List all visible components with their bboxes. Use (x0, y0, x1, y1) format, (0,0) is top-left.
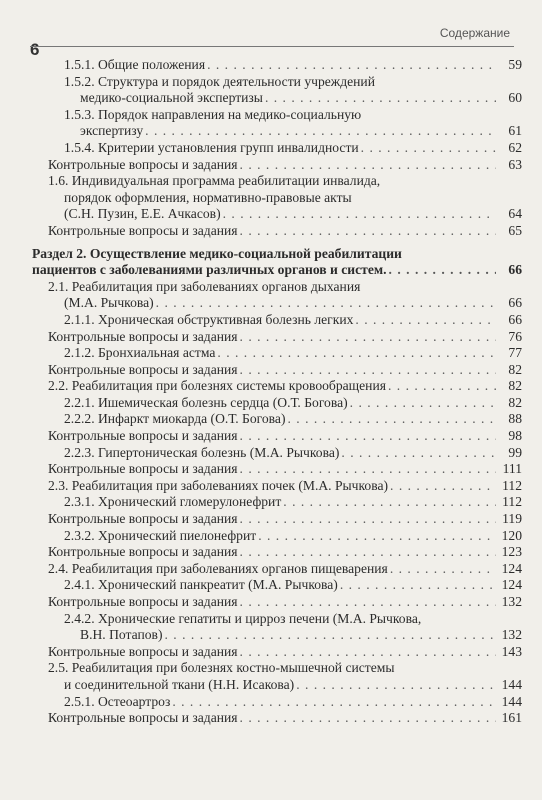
toc-entry[interactable] (48, 561, 522, 578)
toc-entry[interactable] (48, 157, 522, 174)
toc-entry-title: 2.4. Реабилитация при заболеваниях органов пищеварения (48, 560, 388, 576)
toc-entry-line (64, 57, 498, 74)
toc-entry-title: 1.5.2. Структура и порядок деятельности учреждений (64, 73, 375, 89)
toc-entry-line (64, 123, 498, 140)
toc-entry[interactable] (64, 411, 522, 428)
toc-page-number: 161 (501, 710, 522, 726)
toc-entry-title: и соединительной ткани (Н.Н. Исакова) (64, 676, 295, 692)
toc-entry[interactable] (64, 528, 522, 545)
dot-leader (217, 345, 496, 362)
dot-leader (296, 677, 496, 694)
toc-entry[interactable] (64, 74, 522, 107)
toc-page-number: 99 (508, 444, 522, 460)
toc-entry-title: 2.2. Реабилитация при болезнях системы кровообращения (48, 378, 386, 394)
toc-page-number: 66 (508, 311, 522, 327)
toc-page-number: 65 (508, 222, 522, 238)
dot-leader (240, 223, 496, 240)
toc-page-number: 98 (508, 428, 522, 444)
dot-leader (240, 329, 496, 346)
toc-entry-title: Контрольные вопросы и задания (48, 156, 238, 172)
toc-entry-line (48, 223, 498, 240)
toc-page-number: 82 (508, 361, 522, 377)
toc-entry-line (48, 378, 498, 395)
dot-leader (390, 478, 496, 495)
toc-page-number: 77 (508, 345, 522, 361)
toc-entry-title: 2.2.2. Инфаркт миокарда (О.Т. Богова) (64, 411, 286, 427)
toc-entry-title: Контрольные вопросы и задания (48, 511, 238, 527)
toc-entry-title: 2.2.3. Гипертоническая болезнь (М.А. Рычкова) (64, 444, 340, 460)
toc-entry-line (48, 710, 498, 727)
toc-page-number: 82 (508, 394, 522, 410)
dot-leader (258, 528, 496, 545)
toc-entry[interactable] (48, 362, 522, 379)
toc-page-number: 124 (501, 560, 522, 576)
toc-page-number: 132 (501, 594, 522, 609)
dot-leader (240, 594, 496, 611)
toc-entry[interactable] (64, 57, 522, 74)
toc-page-number: 132 (501, 627, 522, 643)
toc-page-number: 88 (508, 411, 522, 427)
toc-entry[interactable] (64, 445, 522, 462)
toc-entry[interactable] (48, 660, 522, 693)
header-rule (30, 46, 514, 47)
toc-entry-title: 2.3.1. Хронический гломерулонефрит (64, 494, 282, 510)
dot-leader (389, 262, 496, 279)
dot-leader (240, 511, 496, 528)
toc-entry-line (48, 157, 498, 174)
toc-page-number: 143 (501, 643, 522, 659)
toc-entry-line (48, 428, 498, 445)
toc-entry-line (48, 561, 498, 578)
toc-entry[interactable] (48, 329, 522, 346)
toc-entry-title: порядок оформления, нормативно-правовые акты (64, 189, 352, 205)
toc-page-number: 120 (501, 527, 522, 543)
toc-entry-title: В.Н. Потапов) (80, 627, 163, 643)
dot-leader (240, 644, 496, 661)
toc-entry-title: 1.6. Индивидуальная программа реабилитации инвалида, (48, 173, 381, 189)
toc-entry-line (48, 511, 498, 528)
dot-leader (172, 694, 496, 711)
toc-entry[interactable] (32, 246, 522, 279)
toc-entry-line (64, 577, 498, 594)
toc-page-number: 61 (508, 123, 522, 139)
toc-entry-title: экспертизу (80, 123, 144, 139)
dot-leader (287, 411, 496, 428)
toc-page-number: 124 (501, 577, 522, 593)
toc-entry-line (64, 611, 498, 628)
toc-page-number: 66 (508, 262, 522, 278)
toc-entry-title: 2.1.2. Бронхиальная астма (64, 345, 216, 361)
dot-leader (240, 428, 496, 445)
toc-entry-line (64, 312, 498, 329)
toc-entry-line (48, 279, 498, 296)
dot-leader (361, 140, 496, 157)
toc-page-number: 63 (508, 156, 522, 172)
dot-leader (340, 577, 496, 594)
toc-page-number: 66 (508, 295, 522, 311)
toc-entry-line (64, 411, 498, 428)
dot-leader (145, 123, 496, 140)
toc-entry-title: пациентов с заболеваниями различных органов и систем. (32, 262, 387, 278)
toc-entry-line (64, 90, 498, 107)
toc-entry[interactable] (48, 511, 522, 528)
dot-leader (240, 362, 496, 379)
toc-entry-line (64, 694, 498, 711)
toc-entry-line (64, 345, 498, 362)
toc-page-number: 82 (508, 378, 522, 394)
toc-entry[interactable] (48, 173, 522, 223)
toc-entry-title: 2.4.2. Хронические гепатиты и цирроз печени (М.А. Рычкова, (64, 610, 422, 626)
toc-entry-line (48, 173, 498, 190)
dot-leader (156, 295, 496, 312)
toc-entry-line (64, 140, 498, 157)
toc-entry-line (64, 627, 498, 644)
toc-entry-line (32, 246, 498, 263)
dot-leader (240, 461, 496, 478)
toc-entry-title: Контрольные вопросы и задания (48, 428, 238, 444)
dot-leader (355, 312, 496, 329)
toc-page-number: 76 (508, 328, 522, 344)
dot-leader (240, 710, 496, 727)
toc-entry-title: (С.Н. Пузин, Е.Е. Ачкасов) (64, 206, 221, 222)
running-title: Содержание (439, 26, 510, 40)
toc-entry[interactable] (64, 140, 522, 157)
toc-entry[interactable] (64, 611, 522, 644)
toc-entry[interactable] (48, 544, 522, 561)
toc-entry[interactable] (48, 428, 522, 445)
toc-entry[interactable] (48, 223, 522, 240)
dot-leader (388, 378, 496, 395)
toc-entry-title: медико-социальной экспертизы (80, 90, 263, 106)
table-of-contents (0, 57, 542, 727)
toc-page-number: 111 (502, 461, 522, 477)
toc-entry-title: (М.А. Рычкова) (64, 295, 154, 311)
page-number: 6 (30, 40, 40, 59)
toc-entry-line (48, 660, 498, 677)
toc-page-number: 112 (502, 477, 522, 493)
toc-entry[interactable] (48, 710, 522, 727)
toc-entry-title: 2.3. Реабилитация при заболеваниях почек (М.А. Рычкова) (48, 477, 389, 493)
toc-entry-title: Контрольные вопросы и задания (48, 222, 238, 238)
toc-entry-title: Контрольные вопросы и задания (48, 643, 238, 659)
toc-entry-line (64, 528, 498, 545)
toc-entry-title: Контрольные вопросы и задания (48, 461, 238, 477)
toc-entry-line (48, 362, 498, 379)
toc-entry-title: Раздел 2. Осуществление медико-социальной реабилитации (32, 245, 402, 261)
toc-page-number: 119 (502, 511, 522, 527)
dot-leader (207, 57, 496, 74)
toc-entry-line (32, 262, 498, 279)
toc-entry-line (48, 329, 498, 346)
toc-entry-title: 2.4.1. Хронический панкреатит (М.А. Рычкова) (64, 577, 338, 593)
toc-entry-line (48, 677, 498, 694)
dot-leader (240, 544, 496, 561)
toc-entry[interactable] (48, 478, 522, 495)
toc-entry-line (64, 74, 498, 91)
page-header (0, 0, 542, 59)
dot-leader (265, 90, 496, 107)
toc-page-number: 144 (501, 693, 522, 709)
dot-leader (240, 157, 496, 174)
toc-entry-line (64, 107, 498, 124)
toc-page-number: 59 (508, 57, 522, 72)
toc-page-number: 60 (508, 90, 522, 106)
dot-leader (223, 206, 496, 223)
toc-entry-line (48, 594, 498, 611)
toc-entry-line (48, 190, 498, 207)
toc-entry-title: 1.5.1. Общие положения (64, 57, 206, 72)
dot-leader (341, 445, 496, 462)
toc-page-number: 64 (508, 206, 522, 222)
toc-entry[interactable] (64, 694, 522, 711)
toc-entry-title: Контрольные вопросы и задания (48, 710, 238, 726)
toc-page-number: 144 (501, 676, 522, 692)
toc-entry-title: Контрольные вопросы и задания (48, 544, 238, 560)
toc-entry-title: 2.5.1. Остеоартроз (64, 693, 171, 709)
toc-entry-line (64, 395, 498, 412)
toc-entry[interactable] (48, 644, 522, 661)
toc-entry[interactable] (48, 279, 522, 312)
toc-entry-title: 1.5.4. Критерии установления групп инвалидности (64, 139, 359, 155)
toc-entry-line (64, 494, 498, 511)
toc-entry-title: 2.3.2. Хронический пиелонефрит (64, 527, 257, 543)
toc-entry-title: 2.5. Реабилитация при болезнях костно-мышечной системы (48, 660, 395, 676)
toc-entry[interactable] (64, 395, 522, 412)
toc-page-number: 62 (508, 139, 522, 155)
toc-entry[interactable] (64, 494, 522, 511)
dot-leader (283, 494, 496, 511)
toc-entry-line (64, 445, 498, 462)
dot-leader (350, 395, 496, 412)
toc-page-number: 112 (502, 494, 522, 510)
toc-entry[interactable] (48, 594, 522, 611)
toc-entry-line (48, 644, 498, 661)
toc-entry-title: Контрольные вопросы и задания (48, 328, 238, 344)
toc-entry[interactable] (48, 461, 522, 478)
toc-entry[interactable] (48, 378, 522, 395)
toc-entry[interactable] (64, 107, 522, 140)
toc-entry-line (48, 206, 498, 223)
toc-entry-title: Контрольные вопросы и задания (48, 361, 238, 377)
toc-entry-line (48, 478, 498, 495)
toc-entry[interactable] (64, 345, 522, 362)
toc-entry-title: 2.1. Реабилитация при заболеваниях органов дыхания (48, 278, 361, 294)
toc-entry-title: 2.1.1. Хроническая обструктивная болезнь легких (64, 311, 354, 327)
dot-leader (390, 561, 496, 578)
toc-entry-title: 1.5.3. Порядок направления на медико-социальную (64, 106, 362, 122)
dot-leader (165, 627, 497, 644)
toc-entry-title: 2.2.1. Ишемическая болезнь сердца (О.Т. Богова) (64, 394, 348, 410)
toc-entry-title: Контрольные вопросы и задания (48, 594, 238, 609)
toc-entry-line (48, 295, 498, 312)
toc-entry[interactable] (64, 312, 522, 329)
toc-page-number: 123 (501, 544, 522, 560)
toc-entry-line (48, 461, 498, 478)
toc-entry-line (48, 544, 498, 561)
toc-entry[interactable] (64, 577, 522, 594)
